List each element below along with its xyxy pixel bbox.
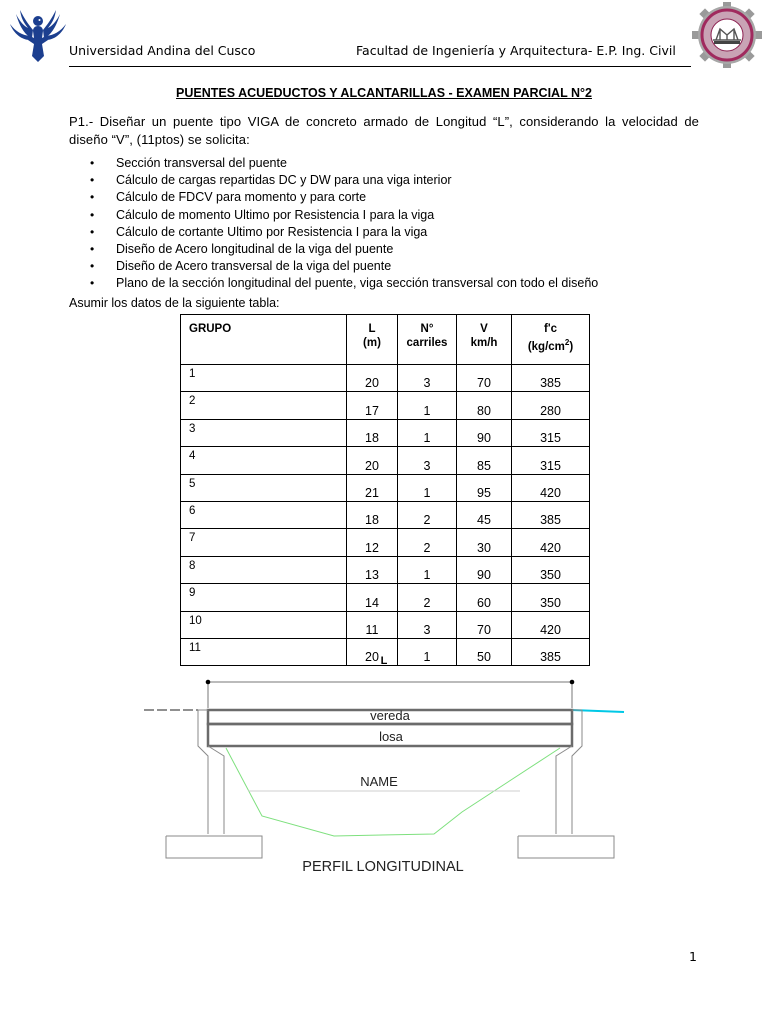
table-row (181, 529, 590, 556)
cell-grupo: 4 (181, 447, 347, 474)
dimension-endpoint (570, 680, 575, 685)
cell-v: 45 (457, 501, 512, 528)
cell-fc: 385 (512, 638, 590, 665)
cell-v: 80 (457, 392, 512, 419)
table-row (181, 501, 590, 528)
list-item: • Diseño de Acero longitudinal de la viga del puente (90, 241, 710, 258)
cell-n: 2 (398, 529, 457, 556)
cell-grupo: 3 (181, 419, 347, 446)
cell-l: 20 (347, 365, 398, 392)
list-item: • Cálculo de FDCV para momento y para corte (90, 189, 710, 206)
name-label: NAME (360, 774, 398, 789)
cell-v: 30 (457, 529, 512, 556)
cell-fc: 350 (512, 556, 590, 583)
header-lanes: N° carriles (398, 315, 457, 365)
cell-fc: 280 (512, 392, 590, 419)
cell-l: 11 (347, 611, 398, 638)
dimension-endpoint (206, 680, 211, 685)
cell-grupo: 5 (181, 474, 347, 501)
eagle-logo-icon (8, 8, 68, 64)
cell-n: 3 (398, 447, 457, 474)
table-row (181, 447, 590, 474)
header-rule (69, 66, 691, 67)
requirements-list (90, 155, 710, 293)
losa-label: losa (379, 729, 403, 744)
cell-grupo: 8 (181, 556, 347, 583)
table-body (181, 365, 590, 666)
cell-v: 90 (457, 556, 512, 583)
page-number: 1 (689, 949, 697, 964)
cell-v: 85 (457, 447, 512, 474)
cell-n: 1 (398, 638, 457, 665)
table-intro: Asumir los datos de la siguiente tabla: (69, 296, 280, 310)
cell-n: 2 (398, 501, 457, 528)
table-row (181, 474, 590, 501)
cell-n: 1 (398, 556, 457, 583)
table-row (181, 584, 590, 611)
list-item: • Cálculo de momento Ultimo por Resistencia I para la viga (90, 207, 710, 224)
header-university: Universidad Andina del Cusco (69, 43, 256, 58)
cell-grupo: 9 (181, 584, 347, 611)
cell-fc: 420 (512, 611, 590, 638)
group-data-table (180, 314, 590, 666)
cell-l: 20 (347, 638, 398, 665)
longitudinal-profile-drawing (0, 640, 768, 900)
cell-n: 1 (398, 474, 457, 501)
dimension-label: L (380, 655, 388, 667)
cell-v: 95 (457, 474, 512, 501)
table-row (181, 365, 590, 392)
list-item: • Plano de la sección longitudinal del puente, viga sección transversal con todo el diseño (90, 275, 710, 292)
cell-n: 2 (398, 584, 457, 611)
cell-grupo: 10 (181, 611, 347, 638)
left-abutment (166, 710, 262, 858)
table-row (181, 611, 590, 638)
cell-fc: 385 (512, 501, 590, 528)
header-faculty: Facultad de Ingeniería y Arquitectura- E.P. Ing. Civil (356, 43, 676, 58)
cell-l: 18 (347, 419, 398, 446)
table-row (181, 419, 590, 446)
cell-grupo: 6 (181, 501, 347, 528)
right-abutment (518, 710, 614, 858)
cell-l: 21 (347, 474, 398, 501)
cell-n: 1 (398, 419, 457, 446)
faculty-seal-icon (692, 2, 762, 68)
drawing-caption: PERFIL LONGITUDINAL (302, 859, 464, 875)
cell-fc: 385 (512, 365, 590, 392)
list-item: • Cálculo de cortante Ultimo por Resistencia I para la viga (90, 224, 710, 241)
cell-v: 70 (457, 611, 512, 638)
cell-fc: 420 (512, 474, 590, 501)
cell-fc: 350 (512, 584, 590, 611)
cell-l: 20 (347, 447, 398, 474)
cell-fc: 315 (512, 419, 590, 446)
cell-l: 17 (347, 392, 398, 419)
header-grupo: GRUPO (181, 315, 347, 365)
cell-fc: 420 (512, 529, 590, 556)
cell-v: 70 (457, 365, 512, 392)
cell-l: 13 (347, 556, 398, 583)
cell-grupo: 11 (181, 638, 347, 665)
cell-grupo: 1 (181, 365, 347, 392)
cell-v: 60 (457, 584, 512, 611)
cell-fc: 315 (512, 447, 590, 474)
header-speed: V km/h (457, 315, 512, 365)
table-header-row (181, 315, 590, 365)
list-item: • Diseño de Acero transversal de la viga del puente (90, 258, 710, 275)
cell-n: 3 (398, 365, 457, 392)
header-length: L (m) (347, 315, 398, 365)
cell-l: 14 (347, 584, 398, 611)
cell-l: 18 (347, 501, 398, 528)
cell-v: 50 (457, 638, 512, 665)
terrain-line (226, 748, 560, 836)
table-row (181, 392, 590, 419)
dimension-line (208, 682, 572, 708)
list-item: • Cálculo de cargas repartidas DC y DW para una viga interior (90, 172, 710, 189)
cell-n: 3 (398, 611, 457, 638)
cell-grupo: 7 (181, 529, 347, 556)
cell-l: 12 (347, 529, 398, 556)
list-item: • Sección transversal del puente (90, 155, 710, 172)
header-fc: f'c $(kg/cm^2)$ (512, 315, 590, 365)
vereda-label: vereda (370, 708, 410, 723)
cell-n: 1 (398, 392, 457, 419)
problem-statement: P1.- Diseñar un puente tipo VIGA de concreto armado de Longitud “L”, considerando la velocidad de diseño “V”, (11ptos) se solicita: (69, 114, 699, 147)
table-row (181, 556, 590, 583)
cell-v: 90 (457, 419, 512, 446)
cell-grupo: 2 (181, 392, 347, 419)
exam-title: PUENTES ACUEDUCTOS Y ALCANTARILLAS - EXAMEN PARCIAL N°2 (176, 86, 592, 100)
